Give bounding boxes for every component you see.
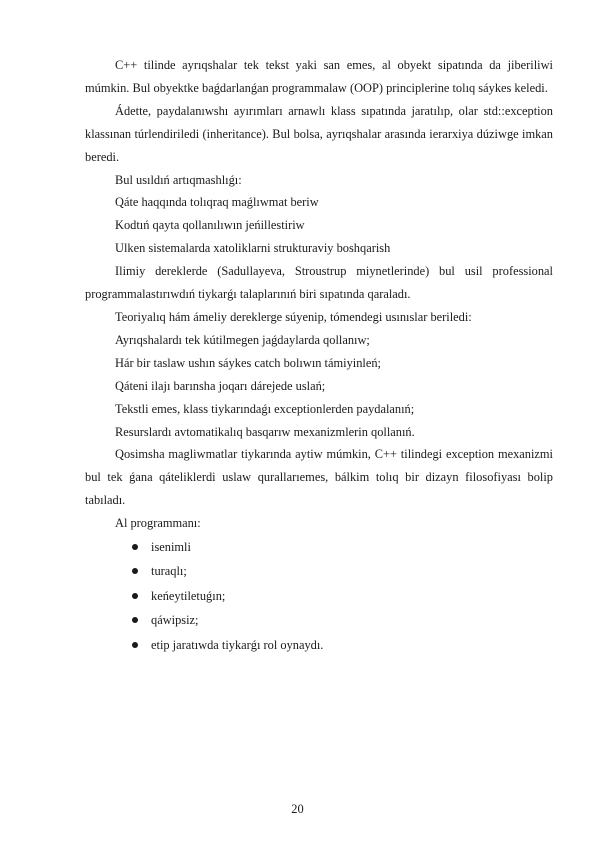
paragraph-program-heading: Al programmanı: <box>115 516 201 531</box>
paragraph-custom-exception-classes: Ádette, paydalanıwshı ayırımları arnawlı klass sıpatında jaratılıp, olar std::exception klassınan túrlendiriledi (inheritance). Bul bolsa, ayrıqshalar arasında ierarxiya dúziwge imkan beredi. <box>85 103 553 164</box>
list-item-text: turaqlı; <box>151 564 187 579</box>
bullet-icon <box>132 642 138 648</box>
list-item <box>85 608 553 632</box>
paragraph-conclusion: Qosimsha magliwmatlar tiykarında aytiw múmkin, C++ tilindegi exception mexanizmi bul tek ǵana qáteliklerdi uslaw qurallarıemes, bálkim tolıq bir dizayn filosofiyası bolip tabıladı. <box>85 447 553 508</box>
paragraph-scientific-sources: Ilimiy dereklerde (Sadullayeva, Stroustrup miynetlerinde) bul usil professional programmalastırıwdıń tiykarǵı talaplarınıń biri sıpatında qaraladı. <box>85 264 553 302</box>
list-item-text: etip jaratıwda tiykarǵı rol oynaydı. <box>151 637 324 652</box>
advantage-item-1: Qáte haqqında tolıqraq maǵlıwmat beriw <box>115 195 319 210</box>
bullet-icon <box>132 544 138 550</box>
recommendation-item-1: Ayrıqshalardı tek kútilmegen jaǵdaylarda qollanıw; <box>115 332 370 347</box>
paragraph-recommendations-heading: Teoriyalıq hám ámeliy dereklerge súyenip, tómendegi usınıslar beriledi: <box>115 309 472 324</box>
list-item-text: qáwipsiz; <box>151 613 199 628</box>
paragraph-exception-objects: C++ tilinde ayrıqshalar tek tekst yaki san emes, al obyekt sipatında da jiberiliwi múmkin. Bul obyektke baǵdarlanǵan programmalaw (OOP) principlerine tolıq sáykes keledi. <box>85 58 553 95</box>
bullet-icon <box>132 617 138 623</box>
list-item <box>85 535 553 559</box>
advantage-item-3: Ulken sistemalarda xatoliklarni strukturaviy boshqarish <box>115 241 391 256</box>
bullet-icon <box>132 593 138 599</box>
bullet-list <box>85 535 553 657</box>
list-item <box>85 633 553 657</box>
recommendation-item-3: Qáteni ilajı barınsha joqarı dárejede uslań; <box>115 378 326 393</box>
recommendation-item-2: Hár bir taslaw ushın sáykes catch bolıwın támiyinleń; <box>115 355 381 370</box>
bullet-icon <box>132 568 138 574</box>
paragraph-advantages-heading: Bul usıldıń artıqmashlıǵı: <box>115 172 242 187</box>
page-number: 20 <box>291 802 304 816</box>
list-item <box>85 584 553 608</box>
list-item <box>85 559 553 583</box>
page-body <box>85 54 553 657</box>
advantage-item-2: Kodtıń qayta qollanılıwın jeńillestiriw <box>115 218 305 233</box>
list-item-text: isenimli <box>151 540 191 555</box>
recommendation-item-5: Resurslardı avtomatikalıq basqarıw mexanizmlerin qollanıń. <box>115 424 415 439</box>
list-item-text: keńeytiletuǵın; <box>151 588 226 603</box>
recommendation-item-4: Tekstli emes, klass tiykarındaǵı exceptionlerden paydalanıń; <box>115 401 415 416</box>
